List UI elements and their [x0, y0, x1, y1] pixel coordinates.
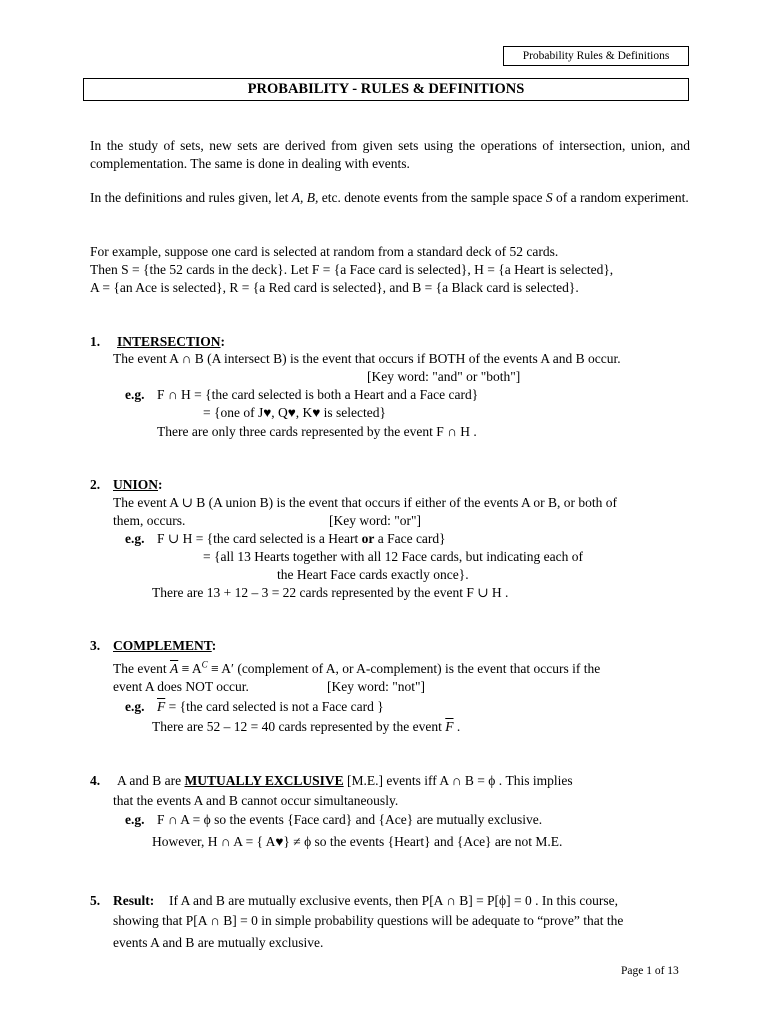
intro-example-line-3: A = {an Ace is selected}, R = {a Red card is selected}, and B = {a Black card is selected}.: [90, 280, 579, 295]
section-1-example-line-2: = {one of J♥, Q♥, K♥ is selected}: [203, 405, 386, 420]
section-2-example-line-4: There are 13 + 12 – 3 = 22 cards represented by the event F ∪ H .: [152, 585, 509, 600]
section-3-definition-cont: event A does NOT occur.: [113, 679, 249, 694]
section-5-label: Result:: [113, 893, 155, 908]
section-4-number: 4.: [90, 773, 101, 788]
section-4-definition-cont: that the events A and B cannot occur simultaneously.: [113, 793, 399, 808]
section-1-example-line-3: There are only three cards represented by the event F ∩ H .: [157, 424, 477, 439]
section-4-eg-label: e.g.: [125, 812, 145, 827]
intro-paragraph-2: In the definitions and rules given, let A, B, etc. denote events from the sample space S of a random experiment.: [90, 190, 689, 205]
section-2-keyword: [Key word: "or"]: [329, 513, 421, 528]
section-1-eg-label: e.g.: [125, 387, 145, 402]
section-3-example-line-2: There are 52 – 12 = 40 cards represented by the event $\overline{F}$ .: [152, 719, 461, 734]
section-4-example-line-1: F ∩ A = ϕ so the events {Face card} and {Ace} are mutually exclusive.: [157, 812, 543, 827]
page-number: Page 1 of 13: [621, 965, 679, 977]
section-2-example-line-1: F ∪ H = {the card selected is a Heart or a Face card}: [157, 531, 446, 546]
section-5-line-3: events A and B are mutually exclusive.: [113, 935, 324, 950]
section-2-definition: The event A ∪ B (A union B) is the event that occurs if either of the events A or B, or both of: [113, 495, 617, 510]
section-2-example-line-2: = {all 13 Hearts together with all 12 Face cards, but indicating each of: [203, 549, 583, 564]
section-5-line-1: If A and B are mutually exclusive events, then P[A ∩ B] = P[ϕ] = 0 . In this course,: [169, 893, 619, 908]
section-1-keyword: [Key word: "and" or "both"]: [367, 369, 521, 384]
section-2-example-line-3: the Heart Face cards exactly once}.: [277, 567, 469, 582]
page-title: PROBABILITY - RULES & DEFINITIONS: [83, 78, 689, 101]
section-4-definition: A and B are MUTUALLY EXCLUSIVE [M.E.] events iff A ∩ B = ϕ . This implies: [117, 773, 573, 788]
section-2-eg-label: e.g.: [125, 531, 145, 546]
section-3-keyword: [Key word: "not"]: [327, 679, 426, 694]
section-3-eg-label: e.g.: [125, 699, 145, 714]
section-1-definition: The event A ∩ B (A intersect B) is the event that occurs if BOTH of the events A and B occur.: [113, 351, 621, 366]
intro-example-line-2: Then S = {the 52 cards in the deck}. Let F = {a Face card is selected}, H = {a Heart is selected},: [90, 262, 614, 277]
intro-paragraph-1: In the study of sets, new sets are derived from given sets using the operations of intersection, union, and complementation. The same is done in dealing with events.: [90, 138, 690, 171]
section-2-heading: UNION:: [113, 477, 163, 492]
section-4-example-line-2: However, H ∩ A = { A♥} ≠ ϕ so the events {Heart} and {Ace} are not M.E.: [152, 834, 563, 849]
section-1-heading: INTERSECTION:: [117, 334, 226, 349]
section-5-line-2: showing that P[A ∩ B] = 0 in simple probability questions will be adequate to “prove” that the: [113, 913, 624, 928]
section-3-number: 3.: [90, 638, 101, 653]
section-3-definition: The event $\overline{A} \equiv A^C \equiv A'$ (complement of A, or A-complement) is the event that occurs if the: [113, 659, 601, 676]
section-1-example-line-1: F ∩ H = {the card selected is both a Heart and a Face card}: [157, 387, 479, 402]
section-1-number: 1.: [90, 334, 101, 349]
section-3-example-line-1: $\overline{F} = \{the$ card selected is not a Face card }: [157, 699, 384, 714]
running-header: Probability Rules & Definitions: [503, 46, 689, 66]
intro-example-line-1: For example, suppose one card is selected at random from a standard deck of 52 cards.: [90, 244, 559, 259]
section-3-heading: COMPLEMENT:: [113, 638, 217, 653]
section-5-number: 5.: [90, 893, 101, 908]
section-2-number: 2.: [90, 477, 101, 492]
section-2-definition-cont: them, occurs.: [113, 513, 186, 528]
